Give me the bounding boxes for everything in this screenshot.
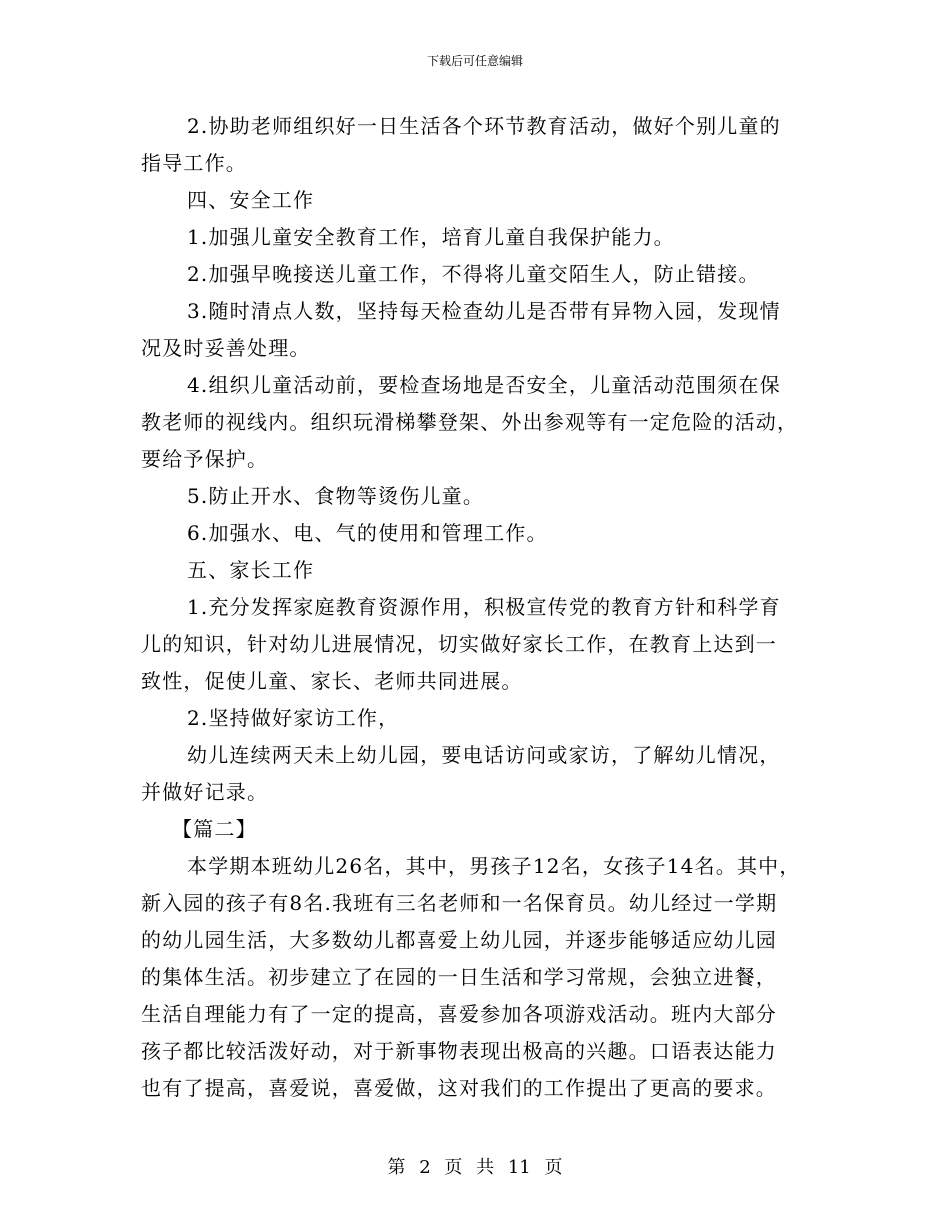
paragraph-line: 孩子都比较活泼好动，对于新事物表现出极高的兴趣。口语表达能力: [141, 1039, 777, 1063]
paragraph-line: 况及时妥善处理。: [141, 336, 311, 360]
paragraph-line: 幼儿连续两天未上幼儿园，要电话访问或家访，了解幼儿情况，: [187, 743, 781, 767]
page-number: 第 2 页 共 11 页: [387, 1157, 563, 1178]
paragraph-line: 生活自理能力有了一定的提高，喜爱参加各项游戏活动。班内大部分: [141, 1002, 777, 1026]
paragraph-line: 1.加强儿童安全教育工作，培育儿童自我保护能力。: [187, 225, 675, 249]
paragraph-line: 6.加强水、电、气的使用和管理工作。: [187, 521, 548, 545]
paragraph-line: 的幼儿园生活，大多数幼儿都喜爱上幼儿园，并逐步能够适应幼儿园: [141, 928, 777, 952]
section-heading: 五、家长工作: [187, 558, 315, 582]
part-heading: 【篇二】: [172, 817, 257, 841]
paragraph-line: 指导工作。: [141, 151, 247, 175]
paragraph-line: 5.防止开水、食物等烫伤儿童。: [187, 484, 485, 508]
paragraph-line: 教老师的视线内。组织玩滑梯攀登架、外出参观等有一定危险的活动，: [141, 410, 799, 434]
paragraph-line: 要给予保护。: [141, 447, 269, 471]
document-body: [141, 108, 811, 1107]
paragraph-line: 1.充分发挥家庭教育资源作用，积极宣传党的教育方针和科学育: [187, 595, 781, 619]
paragraph-line: 2.坚持做好家访工作，: [187, 706, 400, 730]
paragraph-line: 儿的知识，针对幼儿进展情况，切实做好家长工作，在教育上达到一: [141, 632, 777, 656]
page-header: 下载后可任意编辑: [426, 54, 523, 68]
section-heading: 四、安全工作: [187, 188, 315, 212]
paragraph-line: 3.随时清点人数，坚持每天检查幼儿是否带有异物入园，发现情: [187, 299, 781, 323]
paragraph-line: 4.组织儿童活动前，要检查场地是否安全，儿童活动范围须在保: [187, 373, 781, 397]
paragraph-line: 2.协助老师组织好一日生活各个环节教育活动，做好个别儿童的: [187, 114, 781, 138]
paragraph-line: 新入园的孩子有8名.我班有三名老师和一名保育员。幼儿经过一学期: [141, 891, 778, 915]
paragraph-line: 并做好记录。: [141, 780, 269, 804]
paragraph-line: 致性，促使儿童、家长、老师共同进展。: [141, 669, 523, 693]
paragraph-line: 的集体生活。初步建立了在园的一日生活和学习常规，会独立进餐，: [141, 965, 777, 989]
paragraph-line: 本学期本班幼儿26名，其中，男孩子12名，女孩子14名。其中，: [187, 854, 801, 878]
paragraph-line: 也有了提高，喜爱说，喜爱做，这对我们的工作提出了更高的要求。: [141, 1076, 777, 1100]
paragraph-line: 2.加强早晚接送儿童工作，不得将儿童交陌生人，防止错接。: [187, 262, 760, 286]
